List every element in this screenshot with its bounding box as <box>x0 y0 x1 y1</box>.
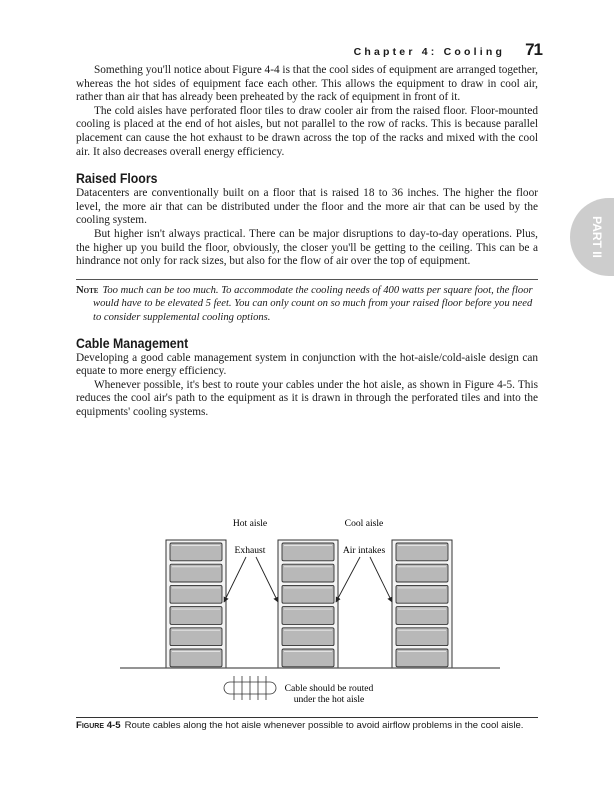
note-box <box>76 279 538 325</box>
figure-caption <box>76 717 538 732</box>
part-tab-label: PART II <box>589 216 604 258</box>
part-tab <box>570 198 614 276</box>
intake-arrow-left <box>336 557 360 602</box>
paragraph: Something you'll notice about Figure 4-4 is that the cool sides of equipment are arranged together, whereas the hot sides of equipment face each other. This allows the equipment to draw in cool air, rather than air that has already been preheated by the rack of equipment in front of it. <box>76 64 538 104</box>
cable-note-line2: under the hot aisle <box>293 694 365 705</box>
chapter-title: Chapter 4: Cooling <box>353 46 506 58</box>
section-heading-raised-floors: Raised Floors <box>76 171 158 187</box>
intake-arrow-right <box>370 557 392 602</box>
paragraph: The cold aisles have perforated floor tiles to draw cooler air from the raised floor. Floor-mounted cooling is placed at the end of hot aisles, but not parallel to the row of racks. This is because parallel placement can cause the hot exhaust to be drawn across the top of the racks and mixed with the cool air. It also decreases overall energy efficiency. <box>76 104 538 158</box>
exhaust-arrow-left <box>224 557 246 602</box>
exhaust-label: Exhaust <box>234 545 266 556</box>
cable-note-line1: Cable should be routed <box>284 683 374 694</box>
paragraph: But higher isn't always practical. There can be major disruptions to day-to-day operations. Plus, the higher up you build the floor, obviously, the closer you'll be getting to the ceiling. This can be a hindrance not only for rack sizes, but also for the flow of air over the top of equipment. <box>76 227 538 268</box>
air-intakes-label: Air intakes <box>342 545 386 556</box>
figure-caption-text: Route cables along the hot aisle whenever possible to avoid airflow problems in the cool aisle. <box>124 720 524 731</box>
running-header <box>354 40 542 60</box>
rack-group <box>166 540 452 668</box>
note-label: Note <box>76 284 99 296</box>
section-heading-cable-management: Cable Management <box>76 335 189 351</box>
hot-aisle-label: Hot aisle <box>232 518 268 529</box>
paragraph: Developing a good cable management system in conjunction with the hot-aisle/cold-aisle design can equate to more energy efficiency. <box>76 351 538 378</box>
cool-aisle-label: Cool aisle <box>344 518 384 529</box>
paragraph: Whenever possible, it's best to route your cables under the hot aisle, as shown in Figure 4-5. This reduces the cool air's path to the equipment as it is drawn in through the perforated tiles and into the equipments' cooling systems. <box>76 378 538 418</box>
page-body <box>76 60 538 419</box>
page-number: 71 <box>525 40 542 59</box>
figure-4-5-diagram <box>120 510 500 710</box>
exhaust-arrow-right <box>256 557 278 602</box>
cable-bundle-icon <box>224 676 276 700</box>
figure-caption-label: Figure 4-5 <box>76 720 121 731</box>
paragraph: Datacenters are conventionally built on a floor that is raised 18 to 36 inches. The higher the floor level, the more air that can be distributed under the floor and the more air that can be used by the cooling system. <box>76 187 538 227</box>
note-text: Too much can be too much. To accommodate the cooling needs of 400 watts per square foot, the floor would have to be elevated 5 feet. You can only count on so much from your raised floor before you need to consider supplemental cooling options. <box>93 284 533 323</box>
